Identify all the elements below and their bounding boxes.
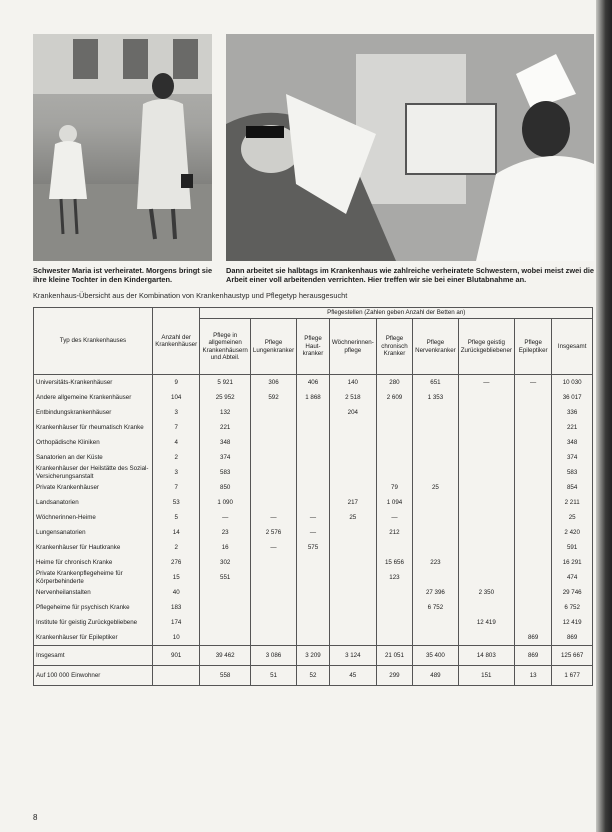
cell-value: 132: [200, 405, 250, 420]
cell-value: [250, 570, 296, 585]
cell-value: [413, 570, 459, 585]
table-row: [34, 630, 593, 646]
cell-type: Krankenhäuser für Hautkranke: [34, 540, 153, 555]
cell-value: 36 017: [552, 390, 593, 405]
table-row: [34, 600, 593, 615]
cell-type: Krankenhäuser der Heilstätte des Sozial-Versicherungsanstalt: [34, 465, 153, 480]
cell-value: 302: [200, 555, 250, 570]
cell-count: 53: [152, 495, 200, 510]
cell-type: Insgesamt: [34, 646, 153, 666]
cell-type: Landsanatorien: [34, 495, 153, 510]
table-row: [34, 375, 593, 391]
cell-value: [458, 525, 514, 540]
cell-count: 2: [152, 450, 200, 465]
table-row: [34, 420, 593, 435]
cell-value: [413, 510, 459, 525]
cell-value: [250, 555, 296, 570]
cell-value: 151: [458, 666, 514, 686]
cell-value: [329, 525, 376, 540]
cell-value: —: [514, 375, 551, 391]
cell-count: 14: [152, 525, 200, 540]
cell-value: 558: [200, 666, 250, 686]
cell-value: —: [376, 510, 412, 525]
photo-nurse-with-patient-illustration: [226, 34, 594, 261]
cell-value: 45: [329, 666, 376, 686]
cell-value: [376, 435, 412, 450]
cell-count: 7: [152, 420, 200, 435]
table-row: [34, 615, 593, 630]
cell-value: [329, 600, 376, 615]
cell-value: [329, 555, 376, 570]
cell-value: [297, 420, 330, 435]
cell-value: 869: [514, 630, 551, 646]
cell-value: [514, 615, 551, 630]
cell-value: [413, 420, 459, 435]
cell-value: 374: [552, 450, 593, 465]
cell-value: [250, 420, 296, 435]
cell-type: Krankenhäuser für Epileptiker: [34, 630, 153, 646]
photo-mother-and-daughter: [33, 34, 212, 261]
cell-value: [329, 480, 376, 495]
col-header-type: Typ des Krankenhauses: [34, 308, 153, 375]
table-row: [34, 525, 593, 540]
cell-value: 583: [552, 465, 593, 480]
cell-value: [514, 495, 551, 510]
cell-value: 217: [329, 495, 376, 510]
cell-value: [458, 495, 514, 510]
cell-value: 583: [200, 465, 250, 480]
cell-value: [413, 405, 459, 420]
cell-value: [297, 405, 330, 420]
cell-value: [297, 630, 330, 646]
cell-value: 25: [413, 480, 459, 495]
cell-value: 3 124: [329, 646, 376, 666]
cell-type: Private Krankenpflegeheime für Körperbehinderte: [34, 570, 153, 585]
col-header-general: Pflege in allgemeinen Krankenhäusern und Abteil.: [200, 319, 250, 375]
cell-value: [376, 630, 412, 646]
cell-count: 183: [152, 600, 200, 615]
cell-value: 2 609: [376, 390, 412, 405]
cell-value: [297, 585, 330, 600]
col-header-lung: Pflege Lungenkranker: [250, 319, 296, 375]
cell-value: [514, 570, 551, 585]
cell-value: [250, 600, 296, 615]
cell-value: [458, 390, 514, 405]
cell-value: 221: [552, 420, 593, 435]
cell-value: [200, 615, 250, 630]
cell-count: 104: [152, 390, 200, 405]
cell-value: [514, 585, 551, 600]
cell-value: [250, 480, 296, 495]
cell-value: 25 952: [200, 390, 250, 405]
cell-value: 1 090: [200, 495, 250, 510]
cell-type: Auf 100 000 Einwohner: [34, 666, 153, 686]
photo-mother-and-daughter-illustration: [33, 34, 212, 261]
cell-value: 1 868: [297, 390, 330, 405]
cell-value: [458, 555, 514, 570]
cell-value: —: [458, 375, 514, 391]
cell-value: 869: [514, 646, 551, 666]
cell-value: 6 752: [413, 600, 459, 615]
cell-value: [413, 525, 459, 540]
cell-value: 854: [552, 480, 593, 495]
cell-value: 29 746: [552, 585, 593, 600]
cell-value: [413, 465, 459, 480]
cell-value: [250, 405, 296, 420]
table-row: [34, 540, 593, 555]
cell-type: Heime für chronisch Kranke: [34, 555, 153, 570]
cell-value: 79: [376, 480, 412, 495]
cell-value: —: [297, 525, 330, 540]
cell-value: 51: [250, 666, 296, 686]
cell-value: 575: [297, 540, 330, 555]
cell-value: 869: [552, 630, 593, 646]
cell-count: [152, 666, 200, 686]
cell-value: [458, 480, 514, 495]
cell-value: [458, 510, 514, 525]
cell-value: 2 211: [552, 495, 593, 510]
cell-value: 14 803: [458, 646, 514, 666]
cell-value: [413, 540, 459, 555]
cell-value: [200, 630, 250, 646]
cell-value: [514, 555, 551, 570]
cell-value: 25: [329, 510, 376, 525]
cell-value: [329, 540, 376, 555]
cell-value: [297, 450, 330, 465]
cell-value: 1 677: [552, 666, 593, 686]
cell-value: [458, 600, 514, 615]
cell-value: 406: [297, 375, 330, 391]
cell-value: [413, 450, 459, 465]
cell-value: [376, 600, 412, 615]
cell-value: [514, 600, 551, 615]
caption-right: Dann arbeitet sie halbtags im Krankenhaus wie zahlreiche verheiratete Schwestern, wobei meist zwei die Arbeit einer voll arbeitenden verrichten. Hier treffen wir sie bei einer Blutabnahme an.: [226, 266, 595, 284]
cell-value: [458, 465, 514, 480]
cell-type: Entbindungskrankenhäuser: [34, 405, 153, 420]
table-row: [34, 480, 593, 495]
cell-value: [297, 570, 330, 585]
cell-value: 592: [250, 390, 296, 405]
cell-count: 901: [152, 646, 200, 666]
table-row: [34, 435, 593, 450]
cell-value: [413, 435, 459, 450]
table-row: [34, 646, 593, 666]
cell-value: 23: [200, 525, 250, 540]
cell-value: [514, 465, 551, 480]
cell-value: [329, 435, 376, 450]
cell-value: [200, 585, 250, 600]
cell-value: 12 419: [552, 615, 593, 630]
cell-value: 280: [376, 375, 412, 391]
cell-value: [329, 465, 376, 480]
cell-value: 16: [200, 540, 250, 555]
cell-value: [376, 540, 412, 555]
cell-count: 174: [152, 615, 200, 630]
col-header-nervous: Pflege Nervenkranker: [413, 319, 459, 375]
cell-value: 2 420: [552, 525, 593, 540]
cell-value: 123: [376, 570, 412, 585]
cell-value: [297, 600, 330, 615]
hospital-table: [33, 307, 593, 686]
cell-count: 4: [152, 435, 200, 450]
cell-value: 15 656: [376, 555, 412, 570]
cell-value: [297, 480, 330, 495]
cell-value: [514, 450, 551, 465]
cell-type: Andere allgemeine Krankenhäuser: [34, 390, 153, 405]
cell-value: [376, 405, 412, 420]
cell-value: [250, 435, 296, 450]
cell-value: [458, 540, 514, 555]
cell-value: [514, 510, 551, 525]
col-header-total: Insgesamt: [552, 319, 593, 375]
cell-value: 21 051: [376, 646, 412, 666]
cell-value: 16 291: [552, 555, 593, 570]
cell-value: 3 209: [297, 646, 330, 666]
table-row: [34, 405, 593, 420]
col-header-skin: Pflege Haut-kranker: [297, 319, 330, 375]
cell-value: 591: [552, 540, 593, 555]
cell-value: [514, 405, 551, 420]
cell-value: 374: [200, 450, 250, 465]
cell-value: 35 400: [413, 646, 459, 666]
cell-value: 489: [413, 666, 459, 686]
cell-value: 10 030: [552, 375, 593, 391]
cell-type: Lungensanatorien: [34, 525, 153, 540]
cell-value: 13: [514, 666, 551, 686]
cell-value: [297, 615, 330, 630]
cell-value: [376, 585, 412, 600]
cell-value: —: [200, 510, 250, 525]
cell-value: [250, 585, 296, 600]
cell-value: 12 419: [458, 615, 514, 630]
cell-value: 348: [200, 435, 250, 450]
table-row: [34, 555, 593, 570]
cell-value: [329, 420, 376, 435]
col-header-mental: Pflege geistig Zurückgebliebener: [458, 319, 514, 375]
cell-count: 3: [152, 465, 200, 480]
cell-value: [250, 450, 296, 465]
table-row: [34, 390, 593, 405]
cell-value: [376, 450, 412, 465]
cell-value: —: [250, 510, 296, 525]
group-header: Pflegestellen (Zahlen geben Anzahl der Betten an): [200, 308, 593, 319]
cell-value: [250, 630, 296, 646]
cell-value: [250, 615, 296, 630]
cell-value: 6 752: [552, 600, 593, 615]
cell-value: 348: [552, 435, 593, 450]
cell-value: 299: [376, 666, 412, 686]
cell-type: Universitäts-Krankenhäuser: [34, 375, 153, 391]
cell-value: [297, 435, 330, 450]
cell-value: [514, 480, 551, 495]
cell-value: [458, 570, 514, 585]
cell-value: [297, 555, 330, 570]
cell-value: [514, 390, 551, 405]
table-row: [34, 570, 593, 585]
cell-value: 336: [552, 405, 593, 420]
cell-value: [458, 405, 514, 420]
cell-type: Krankenhäuser für rheumatisch Kranke: [34, 420, 153, 435]
cell-value: [514, 540, 551, 555]
cell-type: Institute für geistig Zurückgebliebene: [34, 615, 153, 630]
cell-count: 7: [152, 480, 200, 495]
cell-value: [329, 585, 376, 600]
cell-value: [250, 495, 296, 510]
cell-value: 1 353: [413, 390, 459, 405]
cell-value: [514, 435, 551, 450]
table-title: Krankenhaus-Übersicht aus der Kombination von Krankenhaustyp und Pflegetyp herausgesucht: [33, 291, 348, 300]
cell-value: —: [250, 540, 296, 555]
cell-value: [458, 450, 514, 465]
cell-value: 2 518: [329, 390, 376, 405]
cell-count: 5: [152, 510, 200, 525]
cell-value: 5 921: [200, 375, 250, 391]
col-header-count: Anzahl der Krankenhäuser: [152, 308, 200, 375]
cell-value: 474: [552, 570, 593, 585]
cell-count: 10: [152, 630, 200, 646]
cell-value: 204: [329, 405, 376, 420]
table-row: [34, 510, 593, 525]
cell-value: 140: [329, 375, 376, 391]
table-row: [34, 495, 593, 510]
cell-value: 212: [376, 525, 412, 540]
cell-value: 223: [413, 555, 459, 570]
cell-value: [329, 630, 376, 646]
cell-value: 3 086: [250, 646, 296, 666]
col-header-chronic: Pflege chronisch Kranker: [376, 319, 412, 375]
cell-value: [376, 420, 412, 435]
cell-count: 9: [152, 375, 200, 391]
cell-value: [250, 465, 296, 480]
cell-count: 15: [152, 570, 200, 585]
cell-value: [297, 495, 330, 510]
cell-value: [413, 630, 459, 646]
cell-value: [329, 615, 376, 630]
cell-count: 3: [152, 405, 200, 420]
cell-value: [297, 465, 330, 480]
cell-value: 651: [413, 375, 459, 391]
cell-value: [329, 450, 376, 465]
cell-value: 1 094: [376, 495, 412, 510]
caption-left: Schwester Maria ist verheiratet. Morgens bringt sie ihre kleine Tochter in den Kindergarten.: [33, 266, 213, 284]
table-row: [34, 450, 593, 465]
cell-value: 52: [297, 666, 330, 686]
cell-value: 306: [250, 375, 296, 391]
cell-value: [376, 615, 412, 630]
cell-value: [200, 600, 250, 615]
cell-value: [413, 615, 459, 630]
cell-count: 276: [152, 555, 200, 570]
cell-value: [413, 495, 459, 510]
cell-value: 850: [200, 480, 250, 495]
col-header-maternity: Wöchnerinnen-pflege: [329, 319, 376, 375]
cell-value: [458, 435, 514, 450]
cell-count: 2: [152, 540, 200, 555]
cell-value: 2 576: [250, 525, 296, 540]
table-row: [34, 465, 593, 480]
cell-type: Wöchnerinnen-Heime: [34, 510, 153, 525]
cell-value: [514, 420, 551, 435]
page-edge-shadow: [596, 0, 612, 832]
cell-value: 25: [552, 510, 593, 525]
cell-value: [514, 525, 551, 540]
table-row: [34, 585, 593, 600]
table-row: [34, 666, 593, 686]
cell-type: Sanatorien an der Küste: [34, 450, 153, 465]
cell-value: [458, 630, 514, 646]
cell-value: 221: [200, 420, 250, 435]
cell-type: Nervenheilanstalten: [34, 585, 153, 600]
cell-count: 40: [152, 585, 200, 600]
cell-value: [458, 420, 514, 435]
page-number: 8: [33, 813, 38, 822]
cell-type: Orthopädische Kliniken: [34, 435, 153, 450]
cell-value: 2 350: [458, 585, 514, 600]
photo-nurse-with-patient: [226, 34, 594, 261]
cell-value: [376, 465, 412, 480]
cell-value: 27 396: [413, 585, 459, 600]
cell-value: 39 462: [200, 646, 250, 666]
cell-value: 125 667: [552, 646, 593, 666]
cell-value: —: [297, 510, 330, 525]
cell-type: Pflegeheime für psychisch Kranke: [34, 600, 153, 615]
cell-value: [329, 570, 376, 585]
cell-type: Private Krankenhäuser: [34, 480, 153, 495]
col-header-epilepsy: Pflege Epileptiker: [514, 319, 551, 375]
cell-value: 551: [200, 570, 250, 585]
